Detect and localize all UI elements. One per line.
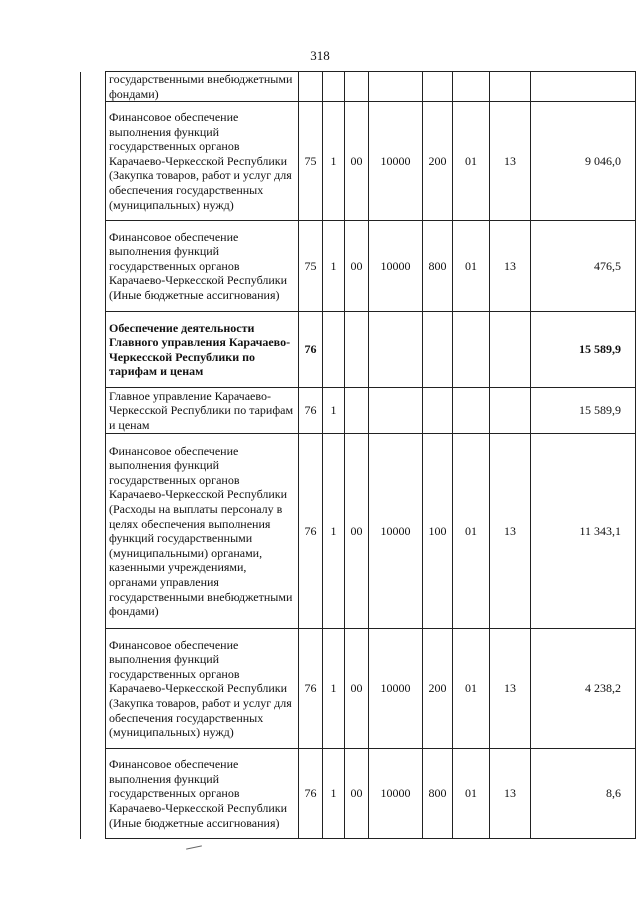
cell-amount: 11 343,1: [531, 434, 636, 629]
table-row: [81, 72, 636, 102]
scan-speck: [186, 845, 202, 849]
budget-table: [80, 71, 636, 839]
cell-code: 200: [423, 629, 453, 749]
cell-code: 75: [299, 102, 323, 221]
cell-code: [490, 72, 531, 102]
table-row: [81, 434, 636, 629]
table-row: [81, 749, 636, 839]
cell-code: [453, 72, 490, 102]
cell-code: 76: [299, 312, 323, 388]
cell-code: [323, 312, 345, 388]
cell-code: 100: [423, 434, 453, 629]
cell-code: 01: [453, 102, 490, 221]
table-row: [81, 312, 636, 388]
table-row: [81, 629, 636, 749]
cell-amount: [531, 72, 636, 102]
cell-code: 10000: [369, 434, 423, 629]
row-name: государственными внебюджетными фондами): [106, 72, 299, 102]
cell-code: 13: [490, 749, 531, 839]
cell-code: 00: [345, 221, 369, 312]
cell-code: 1: [323, 749, 345, 839]
cell-code: 00: [345, 749, 369, 839]
cell-code: [490, 312, 531, 388]
cell-code: 13: [490, 434, 531, 629]
row-name: Финансовое обеспечение выполнения функций государственных органов Карачаево-Черкесской Республики (Иные бюджетные ассигнования): [106, 221, 299, 312]
cell-code: [369, 388, 423, 434]
cell-code: [345, 312, 369, 388]
cell-code: 200: [423, 102, 453, 221]
table-row: [81, 221, 636, 312]
cell-code: 76: [299, 434, 323, 629]
cell-amount: 15 589,9: [531, 388, 636, 434]
cell-code: 00: [345, 629, 369, 749]
cell-code: 76: [299, 629, 323, 749]
cell-code: [423, 72, 453, 102]
cell-code: 75: [299, 221, 323, 312]
cell-code: 10000: [369, 749, 423, 839]
row-name: Главное управление Карачаево-Черкесской Республики по тарифам и ценам: [106, 388, 299, 434]
cell-code: 01: [453, 434, 490, 629]
cell-code: 13: [490, 629, 531, 749]
cell-code: 10000: [369, 102, 423, 221]
row-name: Финансовое обеспечение выполнения функций государственных органов Карачаево-Черкесской Республики (Закупка товаров, работ и услуг для обеспечения государственных (муниципальных) нужд): [106, 102, 299, 221]
cell-code: 800: [423, 749, 453, 839]
cell-code: 01: [453, 749, 490, 839]
cell-amount: 9 046,0: [531, 102, 636, 221]
cell-code: 800: [423, 221, 453, 312]
cell-code: 13: [490, 221, 531, 312]
row-name: Финансовое обеспечение выполнения функций государственных органов Карачаево-Черкесской Республики (Расходы на выплаты персоналу в целях обеспечения выполнения функций государственными (муниципальными) органами, казенными учреждениями, органами управления государственными внебюджетными фондами): [106, 434, 299, 629]
table-row: [81, 102, 636, 221]
cell-code: [369, 72, 423, 102]
cell-code: 00: [345, 102, 369, 221]
cell-amount: 8,6: [531, 749, 636, 839]
row-name: Финансовое обеспечение выполнения функций государственных органов Карачаево-Черкесской Республики (Закупка товаров, работ и услуг для обеспечения государственных (муниципальных) нужд): [106, 629, 299, 749]
row-name: Финансовое обеспечение выполнения функций государственных органов Карачаево-Черкесской Республики (Иные бюджетные ассигнования): [106, 749, 299, 839]
row-name: Обеспечение деятельности Главного управления Карачаево-Черкесской Республики по тарифам и ценам: [106, 312, 299, 388]
cell-code: 13: [490, 102, 531, 221]
cell-code: 1: [323, 388, 345, 434]
cell-code: 10000: [369, 629, 423, 749]
table-row: [81, 388, 636, 434]
cell-amount: 15 589,9: [531, 312, 636, 388]
cell-amount: 4 238,2: [531, 629, 636, 749]
cell-code: 00: [345, 434, 369, 629]
cell-code: 1: [323, 221, 345, 312]
cell-code: 76: [299, 388, 323, 434]
cell-code: 76: [299, 749, 323, 839]
cell-code: [323, 72, 345, 102]
cell-code: [345, 72, 369, 102]
cell-code: [423, 312, 453, 388]
cell-code: [423, 388, 453, 434]
cell-code: 01: [453, 221, 490, 312]
cell-code: [490, 388, 531, 434]
cell-code: [345, 388, 369, 434]
cell-code: 01: [453, 629, 490, 749]
cell-code: 1: [323, 434, 345, 629]
cell-code: [299, 72, 323, 102]
cell-code: 1: [323, 629, 345, 749]
cell-code: [453, 312, 490, 388]
cell-amount: 476,5: [531, 221, 636, 312]
page-number: 318: [310, 48, 330, 63]
cell-code: 1: [323, 102, 345, 221]
table-body: [81, 72, 636, 839]
cell-code: 10000: [369, 221, 423, 312]
cell-code: [369, 312, 423, 388]
cell-code: [453, 388, 490, 434]
